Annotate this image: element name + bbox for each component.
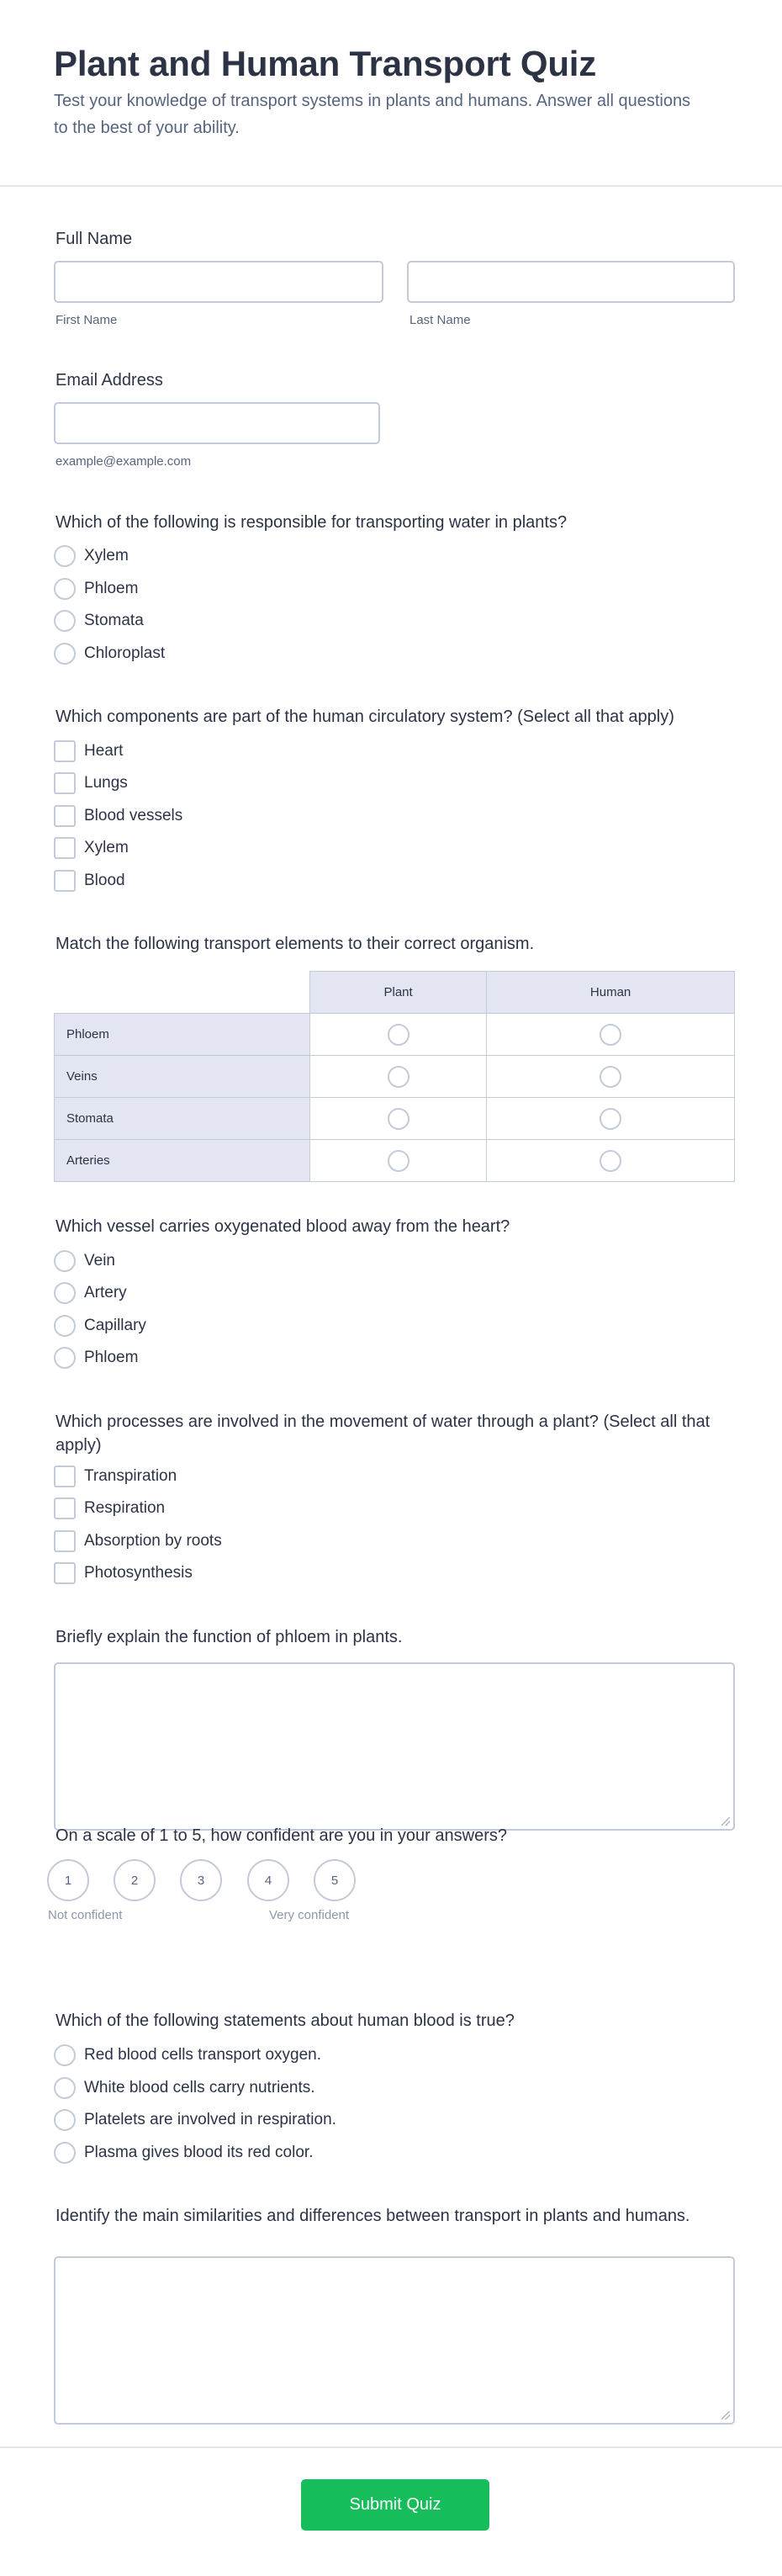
matrix-cell	[310, 1098, 487, 1140]
matrix-row-label: Phloem	[55, 1014, 310, 1056]
scale-option-1[interactable]: 1	[47, 1859, 89, 1901]
full-name-label: Full Name	[55, 230, 133, 248]
q7-label: On a scale of 1 to 5, how confident are you in your answers?	[55, 1826, 507, 1845]
matrix-cell	[487, 1140, 735, 1182]
q5-label: Which processes are involved in the movement of water through a plant? (Select all that apply)	[55, 1413, 711, 1455]
matrix-column-plant: Plant	[310, 972, 487, 1014]
q2-option[interactable]: Xylem	[54, 835, 129, 861]
q3-label: Match the following transport elements to their correct organism.	[55, 935, 535, 953]
form-footer	[0, 2446, 782, 2576]
radio-button[interactable]	[54, 1282, 76, 1304]
form-title: Plant and Human Transport Quiz	[54, 44, 597, 83]
last-name-sublabel: Last Name	[409, 313, 471, 327]
checkbox[interactable]	[54, 1562, 76, 1584]
matrix-row-label: Arteries	[55, 1140, 310, 1182]
radio-button[interactable]	[388, 1066, 409, 1088]
q5-option[interactable]: Respiration	[54, 1496, 165, 1521]
q2-option[interactable]: Blood vessels	[54, 803, 182, 829]
q1-option[interactable]: Chloroplast	[54, 641, 165, 666]
scale-option-5[interactable]: 5	[314, 1859, 356, 1901]
email-input[interactable]	[54, 402, 380, 444]
scale-option-4[interactable]: 4	[247, 1859, 289, 1901]
radio-button[interactable]	[54, 643, 76, 665]
radio-button[interactable]	[54, 610, 76, 632]
q5-option[interactable]: Absorption by roots	[54, 1529, 222, 1554]
q1-option[interactable]: Phloem	[54, 576, 138, 602]
radio-button[interactable]	[388, 1108, 409, 1130]
radio-button[interactable]	[600, 1108, 621, 1130]
q4-option[interactable]: Vein	[54, 1248, 115, 1274]
email-label: Email Address	[55, 371, 163, 390]
q5-option[interactable]: Transpiration	[54, 1464, 177, 1489]
radio-button[interactable]	[54, 578, 76, 600]
radio-button[interactable]	[600, 1024, 621, 1046]
scale-option-2[interactable]: 2	[114, 1859, 156, 1901]
q4-label: Which vessel carries oxygenated blood away from the heart?	[55, 1217, 510, 1236]
q1-label: Which of the following is responsible for transporting water in plants?	[55, 513, 568, 532]
q8-option[interactable]: Platelets are involved in respiration.	[54, 2107, 336, 2133]
matching-matrix	[54, 971, 735, 1182]
q2-option[interactable]: Blood	[54, 868, 125, 893]
radio-button[interactable]	[54, 1315, 76, 1337]
q4-option[interactable]: Phloem	[54, 1345, 138, 1370]
radio-button[interactable]	[388, 1150, 409, 1172]
radio-button[interactable]	[54, 2142, 76, 2164]
scale-high-label: Very confident	[269, 1908, 350, 1922]
q1-option[interactable]: Xylem	[54, 543, 129, 569]
checkbox[interactable]	[54, 1497, 76, 1519]
radio-button[interactable]	[54, 1347, 76, 1369]
submit-quiz-button[interactable]: Submit Quiz	[301, 2479, 489, 2531]
scale-low-label: Not confident	[48, 1908, 123, 1922]
first-name-sublabel: First Name	[55, 313, 118, 327]
form-header	[0, 0, 782, 187]
radio-button[interactable]	[54, 545, 76, 567]
q5-option[interactable]: Photosynthesis	[54, 1561, 193, 1586]
checkbox[interactable]	[54, 772, 76, 794]
quiz-form	[0, 187, 782, 2514]
checkbox[interactable]	[54, 1530, 76, 1552]
matrix-row-label: Stomata	[55, 1098, 310, 1140]
q2-option[interactable]: Heart	[54, 739, 123, 764]
checkbox[interactable]	[54, 805, 76, 827]
phloem-answer-textarea[interactable]	[54, 1662, 735, 1831]
q4-option[interactable]: Artery	[54, 1280, 127, 1306]
q8-option[interactable]: White blood cells carry nutrients.	[54, 2075, 315, 2101]
checkbox[interactable]	[54, 870, 76, 892]
radio-button[interactable]	[54, 2044, 76, 2066]
resize-handle[interactable]	[721, 2411, 730, 2420]
matrix-cell	[487, 1098, 735, 1140]
matrix-column-human: Human	[487, 972, 735, 1014]
matrix-cell	[310, 1014, 487, 1056]
radio-button[interactable]	[600, 1150, 621, 1172]
form-description: Test your knowledge of transport systems in plants and humans. Answer all questions to the best of your ability.	[54, 92, 691, 137]
scale-option-3[interactable]: 3	[180, 1859, 222, 1901]
q2-option[interactable]: Lungs	[54, 771, 128, 796]
radio-button[interactable]	[54, 2077, 76, 2099]
matrix-row-label: Veins	[55, 1056, 310, 1098]
matrix-cell	[310, 1140, 487, 1182]
q6-label: Briefly explain the function of phloem in plants.	[55, 1628, 403, 1646]
q8-label: Which of the following statements about human blood is true?	[55, 2012, 515, 2030]
matrix-cell	[487, 1056, 735, 1098]
matrix-cell	[487, 1014, 735, 1056]
checkbox[interactable]	[54, 1466, 76, 1487]
checkbox[interactable]	[54, 837, 76, 859]
radio-button[interactable]	[600, 1066, 621, 1088]
checkbox[interactable]	[54, 740, 76, 762]
email-sublabel: example@example.com	[55, 454, 192, 469]
matrix-corner	[55, 972, 310, 1014]
q8-option[interactable]: Plasma gives blood its red color.	[54, 2140, 313, 2165]
matrix-cell	[310, 1056, 487, 1098]
q9-label: Identify the main similarities and differences between transport in plants and humans.	[55, 2207, 690, 2225]
q1-option[interactable]: Stomata	[54, 608, 144, 633]
q8-option[interactable]: Red blood cells transport oxygen.	[54, 2043, 321, 2068]
first-name-input[interactable]	[54, 261, 383, 303]
q2-label: Which components are part of the human circulatory system? (Select all that apply)	[55, 708, 674, 726]
radio-button[interactable]	[388, 1024, 409, 1046]
q4-option[interactable]: Capillary	[54, 1313, 146, 1338]
last-name-input[interactable]	[407, 261, 735, 303]
comparison-answer-textarea[interactable]	[54, 2256, 735, 2425]
radio-button[interactable]	[54, 2109, 76, 2131]
radio-button[interactable]	[54, 1250, 76, 1272]
